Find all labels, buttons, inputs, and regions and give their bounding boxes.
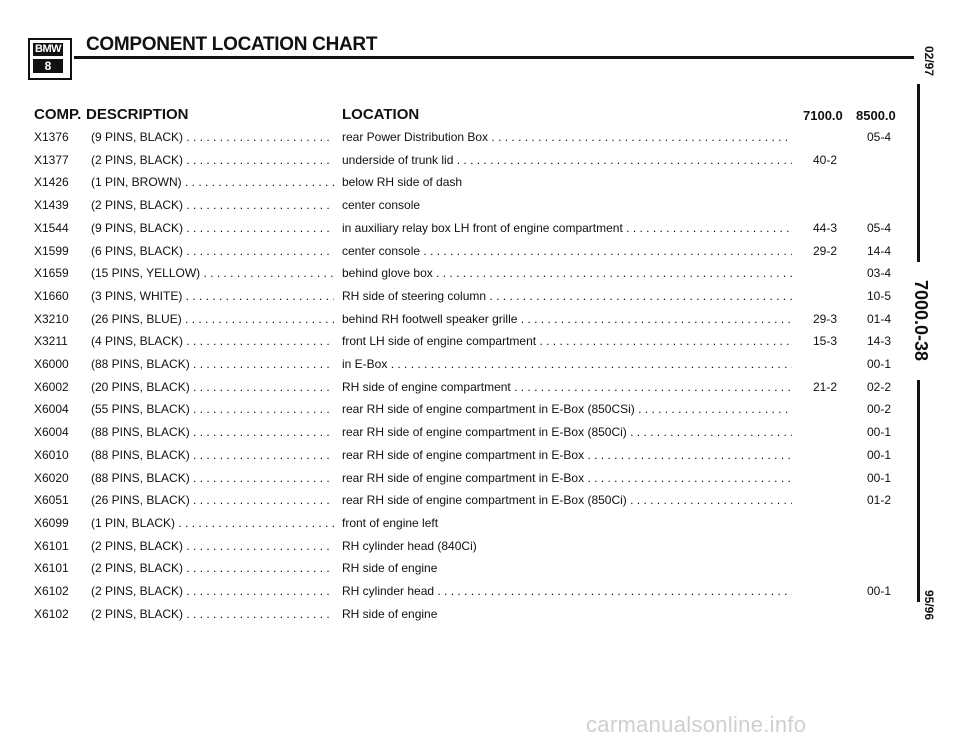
table-row: [0, 265, 960, 287]
comp-id: X1426: [34, 175, 69, 190]
table-row: [0, 470, 960, 492]
table-row: [0, 152, 960, 174]
logo-bottom-text: 8: [33, 59, 63, 73]
table-row: [0, 401, 960, 423]
comp-id: X1376: [34, 130, 69, 144]
location-text: underside of trunk lid . . .: [342, 152, 792, 168]
ref-8500: 05-4: [866, 130, 892, 144]
pin-description: (88 PINS, BLACK) . . .: [91, 447, 334, 463]
comp-id: X6101: [34, 538, 69, 553]
ref-7100: 40-2: [812, 152, 838, 167]
comp-id: X6010: [34, 447, 69, 462]
ref-8500: 00-1: [866, 357, 892, 371]
pin-description: (4 PINS, BLACK) . . .: [91, 333, 334, 349]
comp-id: X6102: [34, 606, 69, 621]
ref-8500: 00-1: [866, 425, 892, 440]
table-row: [0, 424, 960, 446]
location-text: RH side of engine: [342, 606, 438, 621]
ref-7100: 29-2: [812, 243, 838, 258]
location-text: rear Power Distribution Box . . .: [342, 129, 792, 145]
pin-description: (88 PINS, BLACK) . . .: [91, 470, 334, 486]
comp-id: X1660: [34, 288, 69, 303]
bmw-logo: [28, 38, 72, 80]
comp-id: X6004: [34, 425, 69, 440]
comp-id: X1544: [34, 220, 69, 235]
table-row: [0, 492, 960, 514]
location-text: center console: [342, 198, 421, 213]
ref-7100: 21-2: [812, 379, 838, 394]
location-text: rear RH side of engine compartment in E-Box (850CSi) . . .: [342, 401, 792, 417]
pin-description: (1 PIN, BROWN) . . .: [91, 174, 334, 190]
col-header-comp: COMP.: [34, 106, 82, 123]
comp-id: X6051: [34, 493, 69, 508]
table-row: [0, 197, 960, 219]
pin-description: (9 PINS, BLACK) . . .: [91, 220, 334, 236]
pin-description: (26 PINS, BLACK) . . .: [91, 492, 334, 508]
date-bottom: 95/96: [922, 589, 937, 621]
pin-description: (88 PINS, BLACK) . . .: [91, 424, 334, 440]
table-row: [0, 333, 960, 355]
pin-description: (20 PINS, BLACK) . . .: [91, 379, 334, 395]
pin-description: (55 PINS, BLACK) . . .: [91, 401, 334, 417]
location-text: in auxiliary relay box LH front of engine compartment . . .: [342, 220, 792, 236]
col-header-description: DESCRIPTION: [86, 106, 189, 123]
ref-8500: 14-4: [866, 243, 892, 258]
table-row: [0, 174, 960, 196]
pin-description: (2 PINS, BLACK) . . .: [91, 197, 334, 213]
ref-7100: 44-3: [812, 220, 838, 235]
table-row: [0, 515, 960, 537]
table-row: [0, 560, 960, 582]
location-text: RH cylinder head . . .: [342, 583, 792, 599]
pin-description: (2 PINS, BLACK) . . .: [91, 560, 334, 576]
pin-description: (88 PINS, BLACK) . . .: [91, 356, 334, 372]
comp-id: X1599: [34, 243, 69, 258]
ref-8500: 00-1: [866, 470, 892, 485]
pin-description: (2 PINS, BLACK) . . .: [91, 538, 334, 554]
pin-description: (2 PINS, BLACK) . . .: [91, 152, 334, 168]
ref-8500: 03-4: [866, 266, 892, 281]
table-row: [0, 288, 960, 310]
comp-id: X3211: [34, 334, 68, 349]
ref-8500: 10-5: [866, 288, 892, 303]
ref-7100: 29-3: [812, 311, 838, 326]
location-text: front of engine left: [342, 515, 439, 530]
logo-top-text: BMW: [35, 43, 61, 55]
page-reference: 7000.0-38: [911, 279, 932, 362]
table-row: [0, 447, 960, 469]
col-header-7100: 7100.0: [803, 108, 843, 123]
pin-description: (15 PINS, YELLOW) . . .: [91, 265, 334, 281]
location-text: RH side of engine compartment . . .: [342, 379, 792, 395]
comp-id: X3210: [34, 311, 69, 326]
col-header-location: LOCATION: [342, 106, 420, 123]
page-title: COMPONENT LOCATION CHART: [86, 34, 378, 55]
ref-8500: 00-2: [866, 402, 892, 417]
pin-description: (6 PINS, BLACK) . . .: [91, 243, 334, 259]
pin-description: (2 PINS, BLACK) . . .: [91, 606, 334, 622]
pin-description: (9 PINS, BLACK) . . .: [91, 129, 334, 145]
ref-8500: 05-4: [866, 220, 892, 235]
pin-description: (1 PIN, BLACK) . . .: [91, 515, 334, 531]
ref-8500: 14-3: [866, 334, 892, 349]
location-text: behind glove box . . .: [342, 265, 792, 281]
location-text: below RH side of dash: [342, 175, 463, 190]
location-text: RH cylinder head (840Ci): [342, 538, 477, 553]
comp-id: X1439: [34, 198, 69, 213]
ref-8500: 00-1: [866, 447, 892, 462]
comp-id: X6004: [34, 402, 69, 417]
location-text: center console . . .: [342, 243, 792, 259]
table-row: [0, 129, 960, 151]
comp-id: X6102: [34, 584, 69, 598]
ref-8500: 01-2: [866, 493, 892, 508]
ref-7100: 15-3: [812, 334, 838, 349]
comp-id: X6020: [34, 470, 69, 485]
location-text: rear RH side of engine compartment in E-Box (850Ci) . . .: [342, 492, 792, 508]
table-row: [0, 243, 960, 265]
table-row: [0, 379, 960, 401]
ref-8500: 00-1: [866, 584, 892, 598]
ref-8500: 01-4: [866, 311, 892, 326]
col-header-8500: 8500.0: [856, 108, 896, 123]
location-text: RH side of steering column . . .: [342, 288, 792, 304]
location-text: RH side of engine: [342, 561, 438, 576]
comp-id: X6101: [34, 561, 69, 576]
pin-description: (2 PINS, BLACK) . . .: [91, 583, 334, 599]
location-text: rear RH side of engine compartment in E-Box . . .: [342, 470, 792, 486]
table-row: [0, 538, 960, 560]
title-rule: [74, 56, 914, 59]
location-text: front LH side of engine compartment . . .: [342, 333, 792, 349]
comp-id: X6099: [34, 515, 69, 530]
location-text: in E-Box . . .: [342, 356, 792, 372]
date-top: 02/97: [922, 45, 937, 77]
ref-8500: 02-2: [866, 379, 892, 394]
location-text: behind RH footwell speaker grille . . .: [342, 311, 792, 327]
table-row: [0, 583, 960, 605]
comp-id: X1377: [34, 152, 69, 167]
watermark: carmanualsonline.info: [586, 712, 807, 737]
table-row: [0, 311, 960, 333]
pin-description: (3 PINS, WHITE) . . .: [91, 288, 334, 304]
table-row: [0, 356, 960, 378]
table-row: [0, 606, 960, 628]
comp-id: X1659: [34, 266, 69, 281]
comp-id: X6002: [34, 379, 69, 394]
pin-description: (26 PINS, BLUE) . . .: [91, 311, 334, 327]
comp-id: X6000: [34, 357, 69, 371]
location-text: rear RH side of engine compartment in E-Box . . .: [342, 447, 792, 463]
table-row: [0, 220, 960, 242]
location-text: rear RH side of engine compartment in E-Box (850Ci) . . .: [342, 424, 792, 440]
